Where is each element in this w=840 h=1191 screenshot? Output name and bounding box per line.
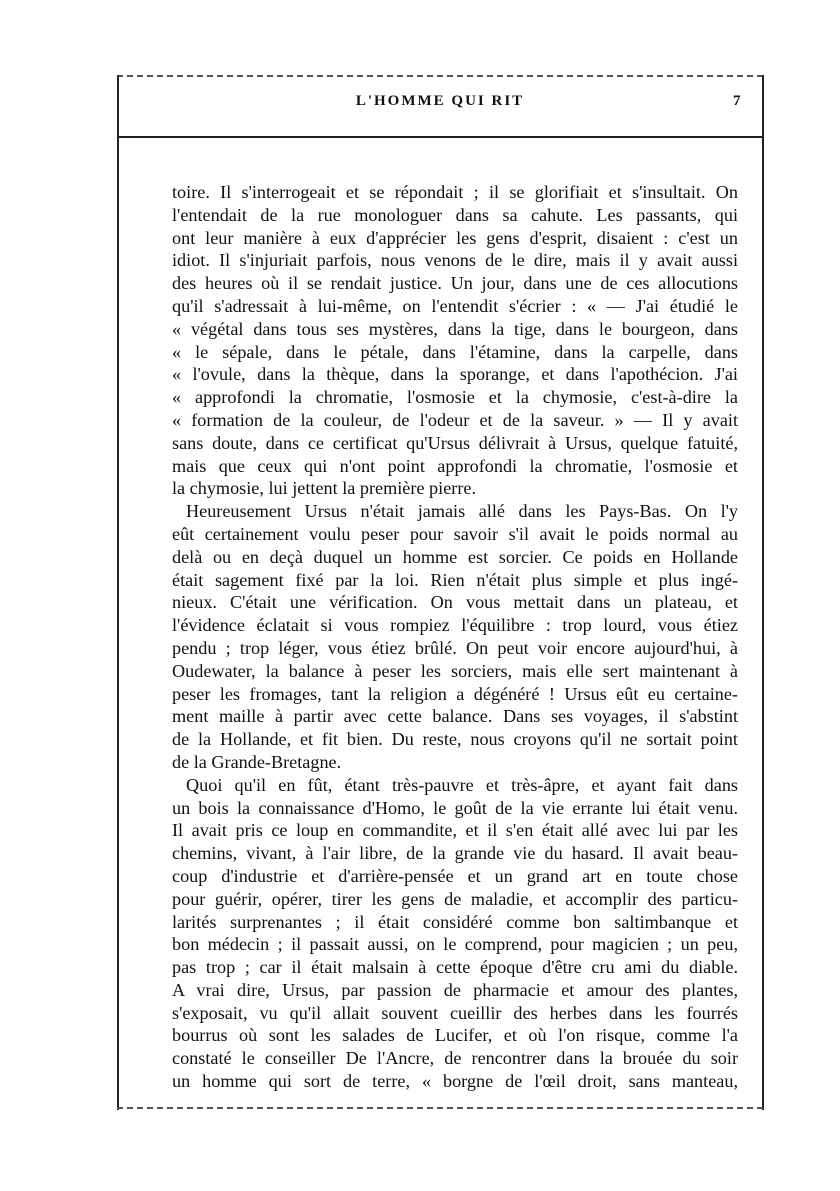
text-line: bourrus où sont les salades de Lucifer, et où l'on risque, comme l'a — [172, 1025, 738, 1046]
text-line: un bois la connaissance d'Homo, le goût de la vie errante lui était venu. — [172, 797, 738, 818]
text-line: eût certainement voulu peser pour savoir s'il avait le poids normal au — [172, 523, 738, 544]
text-line: pour guérir, opérer, tirer les gens de maladie, et accomplir des particu- — [172, 888, 738, 909]
text-line: qu'il s'adressait à lui-même, on l'entendit s'écrier : « — J'ai étudié le — [172, 295, 738, 316]
text-line: larités surprenantes ; il était considéré comme bon saltimbanque et — [172, 911, 738, 932]
text-line: Oudewater, la balance à peser les sorciers, mais elle sert maintenant à — [172, 660, 738, 681]
bottom-border — [117, 1107, 763, 1109]
text-line: Quoi qu'il en fût, étant très-pauvre et très-âpre, et ayant fait dans — [186, 774, 738, 795]
text-line: l'entendait de la rue monologuer dans sa cahute. Les passants, qui — [172, 204, 738, 225]
text-line: constaté le conseiller De l'Ancre, de rencontrer dans la brouée du soir — [172, 1048, 738, 1069]
text-line: pendu ; trop léger, vous étiez brûlé. On peut voir encore aujourd'hui, à — [172, 637, 738, 658]
top-border — [117, 75, 763, 77]
text-line: ment maille à partir avec cette balance. Dans ses voyages, il s'abstint — [172, 706, 738, 727]
body-text — [172, 181, 738, 1093]
text-line: « l'ovule, dans la thèque, dans la sporange, et dans l'apothécion. J'ai — [172, 364, 738, 385]
text-line: peser les fromages, tant la religion a dégénéré ! Ursus eût eu certaine- — [172, 683, 738, 704]
paragraph — [172, 181, 738, 500]
text-line: « le sépale, dans le pétale, dans l'étamine, dans la carpelle, dans — [172, 341, 738, 362]
text-line: delà ou en deçà duquel un homme est sorcier. Ce poids en Hollande — [172, 546, 738, 567]
text-line: « approfondi la chromatie, l'osmosie et la chymosie, c'est-à-dire la — [172, 387, 738, 408]
text-line: un homme qui sort de terre, « borgne de l'œil droit, sans manteau, — [172, 1071, 738, 1092]
text-line: « végétal dans tous ses mystères, dans la tige, dans le bourgeon, dans — [172, 318, 738, 339]
text-line: « formation de la couleur, de l'odeur et de la saveur. » — Il y avait — [172, 409, 738, 430]
text-line: des heures où il se rendait justice. Un jour, dans une de ces allocutions — [172, 273, 738, 294]
text-line: sans doute, dans ce certificat qu'Ursus délivrait à Ursus, quelque fatuité, — [172, 432, 738, 453]
text-line: de la Hollande, et fit bien. Du reste, nous croyons qu'il ne sortait point — [172, 729, 738, 750]
text-line: idiot. Il s'injuriait parfois, nous venons de le dire, mais il y avait aussi — [172, 250, 738, 271]
text-line: toire. Il s'interrogeait et se répondait ; il se glorifiait et s'insultait. On — [172, 182, 738, 202]
text-line: l'évidence éclatait si vous rompiez l'équilibre : trop lourd, vous étiez — [172, 615, 738, 636]
text-line: pas trop ; car il était malsain à cette époque d'être cru ami du diable. — [172, 957, 738, 978]
text-line: coup d'industrie et d'arrière-pensée et un grand art en toute chose — [172, 865, 738, 886]
text-line: Il avait pris ce loup en commandite, et il s'en était allé avec lui par les — [172, 820, 738, 841]
paragraph — [172, 774, 738, 1093]
text-line: la chymosie, lui jettent la première pierre. — [172, 478, 477, 499]
text-line: était sagement fixé par la loi. Rien n'était plus simple et plus ingé- — [172, 569, 738, 590]
text-line: Heureusement Ursus n'était jamais allé dans les Pays-Bas. On l'y — [186, 501, 738, 522]
right-border — [762, 75, 764, 1110]
page-number: 7 — [733, 93, 741, 109]
text-line: nieux. C'était une vérification. On vous mettait dans un plateau, et — [172, 592, 738, 613]
text-line: A vrai dire, Ursus, par passion de pharmacie et amour des plantes, — [172, 979, 738, 1000]
text-line: s'exposait, vu qu'il allait souvent cueillir des herbes dans les fourrés — [172, 1002, 738, 1023]
text-line: ont leur manière à eux d'apprécier les gens d'esprit, disaient : c'est un — [172, 227, 738, 248]
text-line: de la Grande-Bretagne. — [172, 751, 342, 772]
left-border — [117, 75, 119, 1110]
text-line: bon médecin ; il passait aussi, on le comprend, pour magicien ; un peu, — [172, 934, 738, 955]
text-line: chemins, vivant, à l'air libre, de la grande vie du hasard. Il avait beau- — [172, 843, 738, 864]
running-title: L'HOMME QUI RIT — [355, 93, 525, 109]
text-line: mais que ceux qui n'ont point approfondi la chromatie, l'osmosie et — [172, 455, 738, 476]
paragraph — [172, 500, 738, 774]
header-rule — [117, 136, 763, 138]
